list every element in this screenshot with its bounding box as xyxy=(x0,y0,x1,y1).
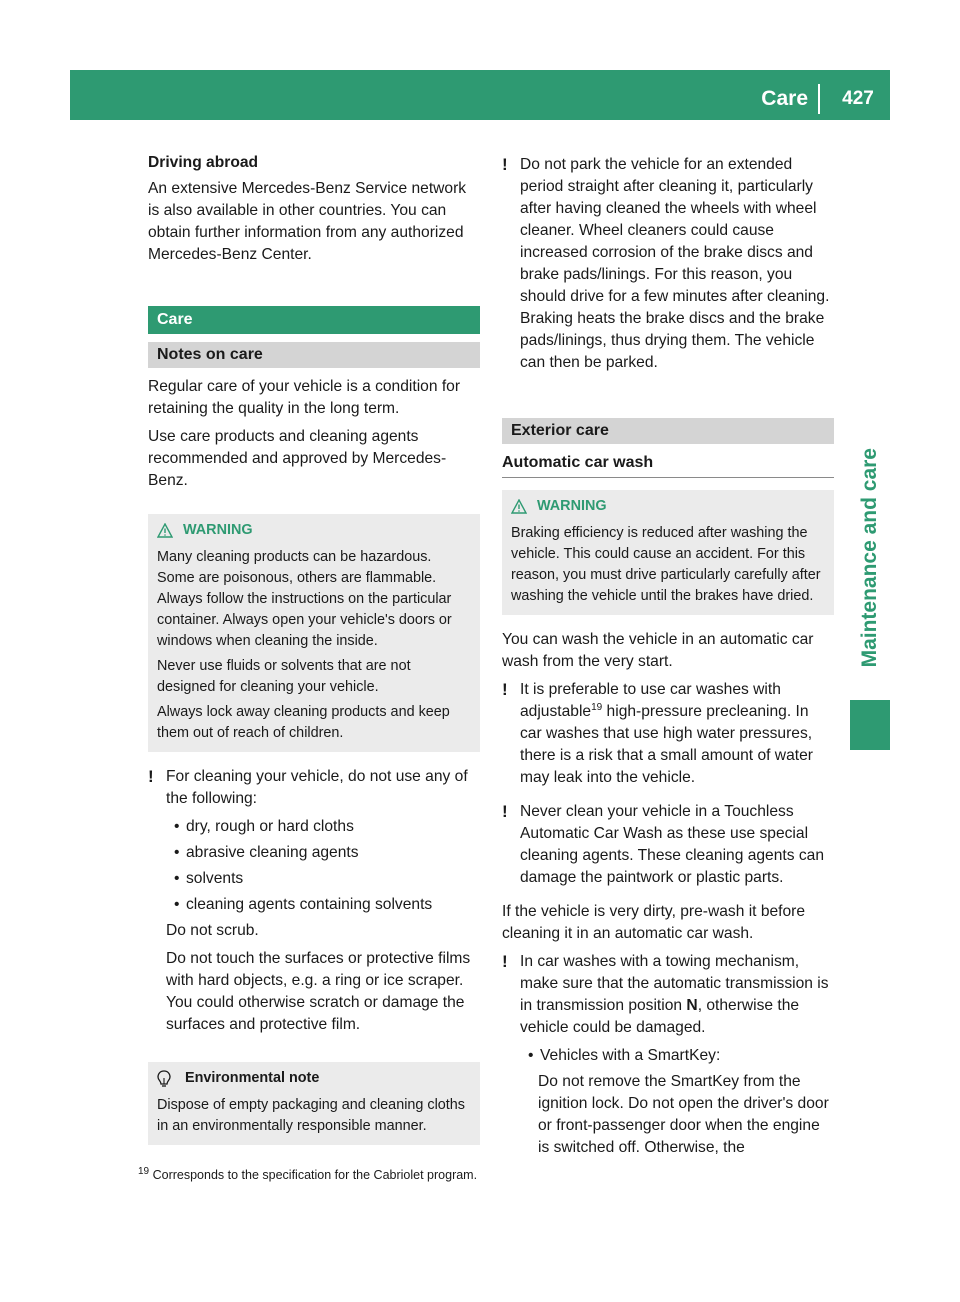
notes-on-care-bar: Notes on care xyxy=(148,342,480,368)
prewash-note-text-b: high-pressure precleaning. In car washes that use high water pressures, there is a risk that a small amount of water may leak into the vehicle. xyxy=(520,703,813,786)
prewash-note-text-a: It is preferable to use car washes with adjustable xyxy=(520,681,781,720)
cleaning-note-scrub: Do not scrub. xyxy=(166,922,259,939)
notes-paragraph-1: Regular care of your vehicle is a condition for retaining the quality in the long term. xyxy=(148,378,461,417)
prewash-dirty-paragraph: If the vehicle is very dirty, pre-wash it before cleaning it in an automatic car wash. xyxy=(502,903,806,942)
towing-note-text-b: , otherwise the vehicle could be damaged. xyxy=(520,997,800,1036)
towing-note xyxy=(502,951,834,1165)
parking-note-text: Do not park the vehicle for an extended period straight after cleaning it, particularly after having cleaned the wheels with wheel cleaner. Wheel cleaners could cause increased corrosion of the brake discs and brake pads/linings. For this reason, you should drive for a few minutes after cleaning. Braking heats the brake discs and the brake pads/linings, thus drying them. The vehicle can then be parked. xyxy=(520,156,830,371)
warning-triangle-icon xyxy=(511,499,527,514)
automatic-car-wash-heading: Automatic car wash xyxy=(502,452,834,478)
notes-paragraph-2: Use care products and cleaning agents recommended and approved by Mercedes-Benz. xyxy=(148,428,447,489)
cleaning-note-intro: For cleaning your vehicle, do not use any of the following: xyxy=(166,768,468,807)
exclamation-icon: ! xyxy=(148,767,154,786)
list-item: • cleaning agents containing solvents xyxy=(174,896,433,913)
driving-abroad-heading: Driving abroad xyxy=(148,154,259,171)
list-item: • abrasive cleaning agents xyxy=(174,844,359,861)
car-wash-paragraph: You can wash the vehicle in an automatic car wash from the very start. xyxy=(502,631,814,670)
exclamation-icon: ! xyxy=(502,802,508,821)
warning-text-1: Many cleaning products can be hazardous. Some are poisonous, others are flammable. Always follow the instructions on the particular container. Always open your vehicle's doors or windows when cleaning the inside. xyxy=(157,549,452,649)
footnote-ref: 19 xyxy=(591,701,603,713)
header-bar xyxy=(70,70,890,120)
environmental-note-box xyxy=(148,1062,480,1145)
touchless-note xyxy=(502,801,834,895)
towing-note-text-a: In car washes with a towing mechanism, make sure that the automatic transmission is in transmission position xyxy=(520,953,829,1014)
section-title: Care xyxy=(761,84,820,114)
warning-text-3: Always lock away cleaning products and keep them out of reach of children. xyxy=(157,704,450,741)
exclamation-icon: ! xyxy=(502,680,508,699)
right-column xyxy=(502,154,834,1171)
side-tab xyxy=(850,120,890,750)
left-column xyxy=(148,152,480,1159)
warning-label: WARNING xyxy=(183,522,253,538)
smartkey-text: Do not remove the SmartKey from the ignition lock. Do not open the driver's door or front-passenger door when the engine is switched off. Otherwise, the xyxy=(538,1073,829,1156)
warning-text-2: Never use fluids or solvents that are not designed for cleaning your vehicle. xyxy=(157,658,411,695)
cleaning-note xyxy=(148,766,480,1056)
exterior-care-bar: Exterior care xyxy=(502,418,834,444)
environmental-note-label: Environmental note xyxy=(185,1070,320,1086)
environmental-note-text: Dispose of empty packaging and cleaning cloths in an environmentally responsible manner. xyxy=(157,1097,465,1134)
car-wash-warning-box xyxy=(502,490,834,615)
parking-note xyxy=(502,154,834,380)
driving-abroad-text: An extensive Mercedes-Benz Service network is also available in other countries. You can obtain further information from any authorized Mercedes-Benz Center. xyxy=(148,180,467,263)
warning-triangle-icon xyxy=(157,523,173,538)
warning-label: WARNING xyxy=(537,498,607,514)
exclamation-icon: ! xyxy=(502,155,508,174)
page-number: 427 xyxy=(842,88,874,109)
warning-box xyxy=(148,514,480,752)
footnote-text: Corresponds to the specification for the Cabriolet program. xyxy=(149,1168,478,1182)
exclamation-icon: ! xyxy=(502,952,508,971)
prewash-note xyxy=(502,679,834,795)
footnote: $^{19}$ Corresponds to the specification for the Cabriolet program. xyxy=(138,1165,478,1182)
care-section-bar: Care xyxy=(148,306,480,334)
list-item: • dry, rough or hard cloths xyxy=(174,818,354,835)
side-tab-label: Maintenance and care xyxy=(858,448,881,668)
cleaning-note-surfaces: Do not touch the surfaces or protective films with hard objects, e.g. a ring or ice scraper. You could otherwise scratch or damage the surfaces and protective film. xyxy=(166,950,471,1033)
side-tab-marker xyxy=(850,700,890,750)
lightbulb-icon xyxy=(157,1070,171,1088)
touchless-note-text: Never clean your vehicle in a Touchless Automatic Car Wash as these use special cleaning agents. These cleaning agents can damage the paintwork or plastic parts. xyxy=(520,803,825,886)
car-wash-warning-text: Braking efficiency is reduced after washing the vehicle. This could cause an accident. For this reason, you must drive particularly carefully after washing the vehicle until the brakes have dried. xyxy=(511,525,821,604)
transmission-position: N xyxy=(686,997,698,1014)
list-item: • Vehicles with a SmartKey: xyxy=(528,1047,721,1064)
list-item: • solvents xyxy=(174,870,244,887)
